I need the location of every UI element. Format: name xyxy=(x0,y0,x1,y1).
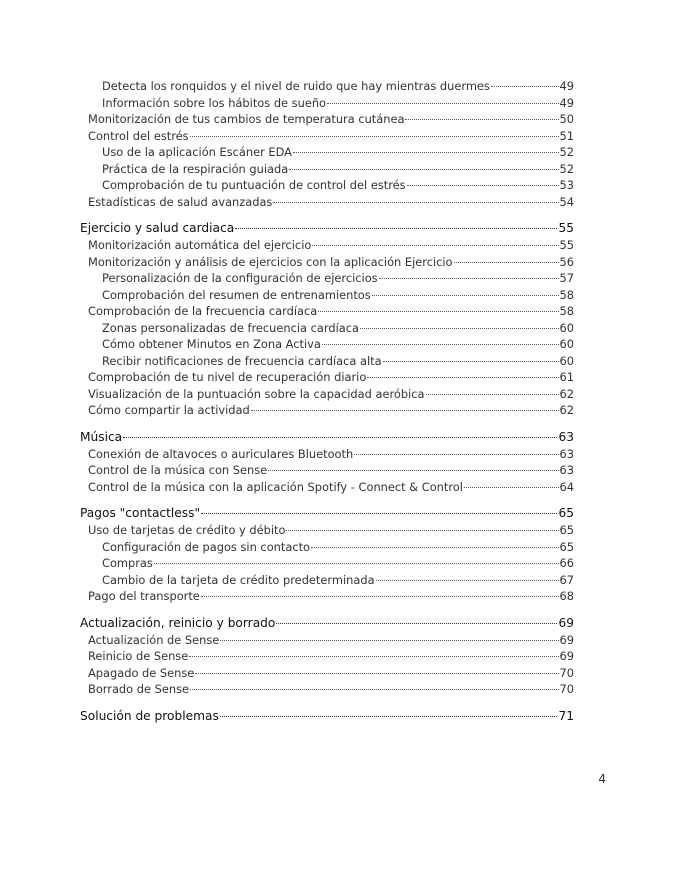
dot-leader xyxy=(220,716,558,717)
toc-entry[interactable] xyxy=(80,479,574,496)
toc-entry[interactable] xyxy=(80,161,574,178)
toc-entry-page: 55 xyxy=(559,238,574,252)
dot-leader xyxy=(123,437,557,438)
toc-section-entry[interactable] xyxy=(80,504,574,522)
toc-entry-title: Comprobación de la frecuencia cardíaca xyxy=(88,304,318,318)
toc-entry[interactable] xyxy=(80,648,574,665)
toc-entry-page: 57 xyxy=(559,271,574,285)
dot-leader xyxy=(273,202,558,203)
toc-entry[interactable] xyxy=(80,446,574,463)
table-of-contents xyxy=(80,78,574,725)
dot-leader xyxy=(322,344,559,345)
toc-entry-page: 66 xyxy=(559,556,574,570)
toc-entry-title: Configuración de pagos sin contacto xyxy=(102,539,311,554)
dot-leader xyxy=(376,580,559,581)
toc-section-title: Actualización, reinicio y borrado xyxy=(80,615,276,630)
toc-entry[interactable] xyxy=(80,320,574,337)
dot-leader xyxy=(312,245,558,246)
dot-leader xyxy=(327,103,558,104)
dot-leader xyxy=(318,311,558,312)
toc-entry-page: 69 xyxy=(559,649,574,663)
toc-entry[interactable] xyxy=(80,237,574,254)
toc-entry[interactable] xyxy=(80,336,574,353)
toc-entry-title: Zonas personalizadas de frecuencia cardíaca xyxy=(102,320,359,335)
toc-entry-page: 49 xyxy=(559,95,574,110)
toc-section-title: Solución de problemas xyxy=(80,708,219,723)
toc-entry-page: 54 xyxy=(559,194,574,209)
toc-entry[interactable] xyxy=(80,681,574,698)
toc-entry[interactable] xyxy=(80,128,574,145)
toc-entry-title: Compras xyxy=(102,556,153,570)
toc-entry[interactable] xyxy=(80,369,574,386)
toc-entry[interactable] xyxy=(80,386,574,403)
toc-entry-title: Práctica de la respiración guiada xyxy=(102,161,289,176)
toc-entry[interactable] xyxy=(80,95,574,112)
toc-entry-title: Control del estrés xyxy=(88,128,189,143)
toc-entry-title: Estadísticas de salud avanzadas xyxy=(88,194,273,209)
toc-entry-title: Uso de tarjetas de crédito y débito xyxy=(88,523,286,537)
toc-entry-title: Comprobación del resumen de entrenamientos xyxy=(102,287,371,302)
dot-leader xyxy=(454,262,559,263)
dot-leader xyxy=(383,361,559,362)
toc-entry-page: 60 xyxy=(559,320,574,335)
toc-entry-page: 61 xyxy=(559,370,574,384)
toc-entry[interactable] xyxy=(80,353,574,370)
dot-leader xyxy=(220,640,558,641)
toc-entry-title: Información sobre los hábitos de sueño xyxy=(102,95,327,110)
dot-leader xyxy=(405,119,558,120)
toc-entry[interactable] xyxy=(80,303,574,320)
toc-entry[interactable] xyxy=(80,665,574,682)
toc-entry[interactable] xyxy=(80,462,574,479)
toc-entry-page: 49 xyxy=(559,79,574,93)
toc-entry-page: 52 xyxy=(559,145,574,159)
toc-entry-title: Apagado de Sense xyxy=(88,665,195,680)
toc-section-page: 65 xyxy=(558,506,574,520)
toc-entry[interactable] xyxy=(80,194,574,211)
toc-entry[interactable] xyxy=(80,254,574,271)
dot-leader xyxy=(379,278,559,279)
toc-section-title: Pagos "contactless" xyxy=(80,506,201,520)
toc-entry-page: 70 xyxy=(559,682,574,696)
toc-entry-title: Cómo obtener Minutos en Zona Activa xyxy=(102,337,321,351)
dot-leader xyxy=(286,530,558,531)
toc-entry[interactable] xyxy=(80,177,574,194)
toc-entry-title: Monitorización de tus cambios de temperatura cutánea xyxy=(88,112,405,126)
dot-leader xyxy=(276,623,557,624)
toc-entry-title: Conexión de altavoces o auriculares Bluetooth xyxy=(88,446,354,461)
toc-section-entry[interactable] xyxy=(80,614,574,632)
dot-leader xyxy=(189,656,558,657)
toc-section-entry[interactable] xyxy=(80,219,574,237)
dot-leader xyxy=(360,328,559,329)
toc-entry-title: Pago del transporte xyxy=(88,589,200,603)
dot-leader xyxy=(201,596,559,597)
toc-entry[interactable] xyxy=(80,522,574,539)
toc-entry-page: 63 xyxy=(559,463,574,477)
toc-entry-page: 56 xyxy=(559,254,574,269)
toc-entry-page: 58 xyxy=(559,287,574,302)
toc-entry-title: Monitorización y análisis de ejercicios con la aplicación Ejercicio xyxy=(88,254,453,269)
toc-entry-page: 58 xyxy=(559,304,574,318)
toc-entry-page: 63 xyxy=(559,446,574,461)
toc-entry[interactable] xyxy=(80,572,574,589)
dot-leader xyxy=(354,454,558,455)
toc-entry-title: Borrado de Sense xyxy=(88,682,190,696)
dot-leader xyxy=(190,689,558,690)
toc-section-page: 55 xyxy=(558,221,574,235)
toc-entry-page: 69 xyxy=(559,632,574,647)
toc-entry-page: 53 xyxy=(559,178,574,192)
toc-entry-title: Comprobación de tu nivel de recuperación diario xyxy=(88,370,367,384)
toc-entry-title: Cambio de la tarjeta de crédito predeterminada xyxy=(102,572,375,587)
toc-entry-title: Recibir notificaciones de frecuencia cardíaca alta xyxy=(102,353,382,368)
toc-entry-page: 50 xyxy=(559,112,574,126)
dot-leader xyxy=(311,547,558,548)
toc-entry-title: Control de la música con la aplicación Spotify - Connect & Control xyxy=(88,479,463,494)
toc-entry[interactable] xyxy=(80,632,574,649)
toc-entry[interactable] xyxy=(80,555,574,572)
dot-leader xyxy=(293,152,559,153)
toc-entry[interactable] xyxy=(80,144,574,161)
toc-entry-page: 60 xyxy=(559,337,574,351)
toc-entry[interactable] xyxy=(80,78,574,95)
toc-entry-title: Monitorización automática del ejercicio xyxy=(88,238,312,252)
toc-entry-page: 64 xyxy=(559,479,574,494)
toc-entry-page: 62 xyxy=(559,403,574,417)
dot-leader xyxy=(235,228,557,229)
dot-leader xyxy=(154,563,559,564)
toc-entry-page: 62 xyxy=(559,386,574,401)
toc-entry[interactable] xyxy=(80,402,574,419)
dot-leader xyxy=(190,136,559,137)
toc-section-title: Ejercicio y salud cardiaca xyxy=(80,221,235,235)
toc-entry[interactable] xyxy=(80,111,574,128)
toc-entry[interactable] xyxy=(80,287,574,304)
toc-entry-title: Control de la música con Sense xyxy=(88,463,268,477)
toc-entry-page: 68 xyxy=(559,589,574,603)
toc-section-page: 63 xyxy=(558,429,574,444)
dot-leader xyxy=(426,394,559,395)
toc-entry-page: 67 xyxy=(559,572,574,587)
toc-entry-title: Detecta los ronquidos y el nivel de ruido que hay mientras duermes xyxy=(102,79,490,93)
toc-entry-title: Uso de la aplicación Escáner EDA xyxy=(102,145,292,159)
dot-leader xyxy=(195,673,558,674)
toc-entry-page: 65 xyxy=(559,539,574,554)
toc-section-entry[interactable] xyxy=(80,428,574,446)
page-number: 4 xyxy=(598,772,606,786)
dot-leader xyxy=(464,487,559,488)
toc-entry-page: 52 xyxy=(559,161,574,176)
toc-section-title: Música xyxy=(80,429,123,444)
toc-entry-page: 70 xyxy=(559,665,574,680)
toc-entry[interactable] xyxy=(80,270,574,287)
dot-leader xyxy=(491,86,559,87)
toc-entry-title: Actualización de Sense xyxy=(88,632,220,647)
dot-leader xyxy=(268,470,558,471)
toc-entry-title: Personalización de la configuración de ejercicios xyxy=(102,271,378,285)
dot-leader xyxy=(289,169,558,170)
toc-entry-title: Comprobación de tu puntuación de control del estrés xyxy=(102,178,406,192)
dot-leader xyxy=(372,295,559,296)
toc-entry-page: 60 xyxy=(559,353,574,368)
toc-section-entry[interactable] xyxy=(80,707,574,725)
toc-entry-page: 51 xyxy=(559,128,574,143)
dot-leader xyxy=(201,513,557,514)
toc-entry[interactable] xyxy=(80,539,574,556)
toc-section-page: 69 xyxy=(558,615,574,630)
toc-entry-title: Reinicio de Sense xyxy=(88,649,189,663)
toc-entry-title: Cómo compartir la actividad xyxy=(88,403,250,417)
dot-leader xyxy=(407,185,559,186)
toc-entry-page: 65 xyxy=(559,523,574,537)
dot-leader xyxy=(367,377,558,378)
toc-entry[interactable] xyxy=(80,588,574,605)
toc-section-page: 71 xyxy=(558,708,574,723)
dot-leader xyxy=(251,410,559,411)
toc-entry-title: Visualización de la puntuación sobre la capacidad aeróbica xyxy=(88,386,425,401)
